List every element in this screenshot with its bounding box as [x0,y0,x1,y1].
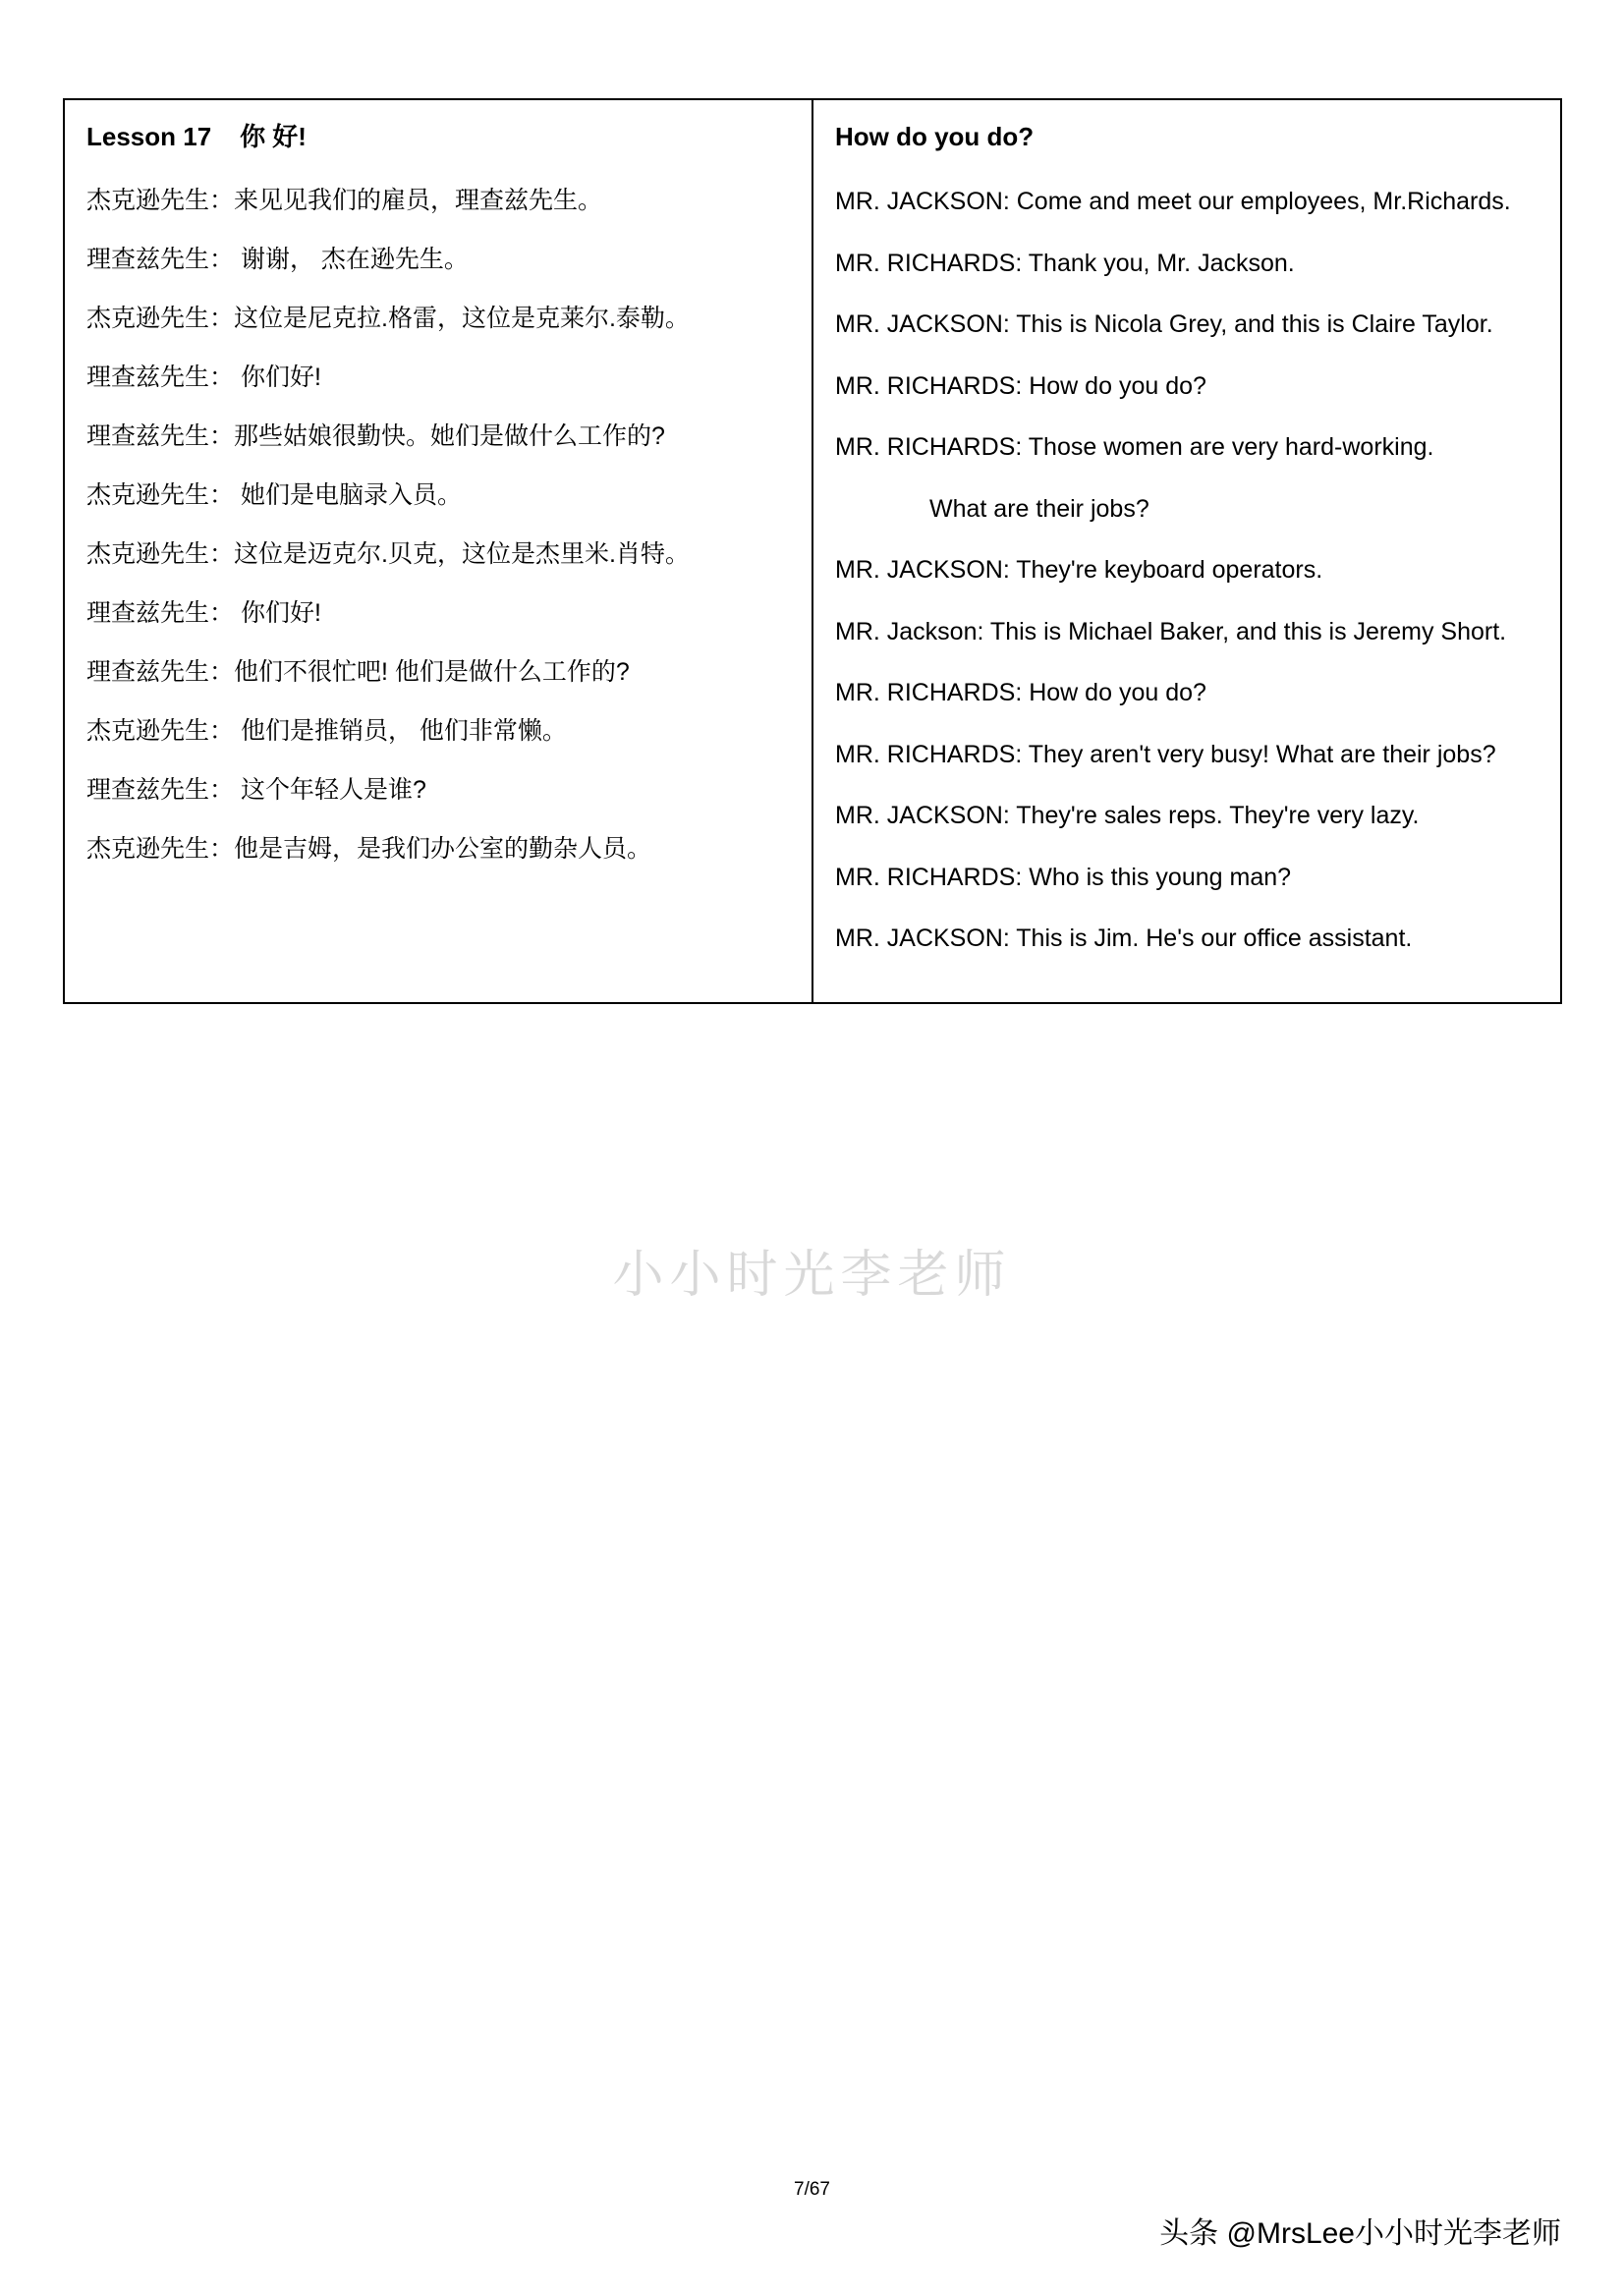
watermark-text: 小小时光李老师 [612,1247,1012,1304]
dialogue-line-en: MR. RICHARDS: Those women are very hard-working. [835,433,1434,461]
dialogue-line-cn: 杰克逊先生：他是吉姆，是我们办公室的勤杂人员。 [86,835,652,863]
footer-credit: 头条 @MrsLee小小时光李老师 [1159,2217,1561,2250]
dialogue-line-en: MR. RICHARDS: How do you do? [835,371,1206,400]
dialogue-line-en: MR. JACKSON: They're sales reps. They're very lazy. [835,802,1420,829]
dialogue-line-cn: 杰克逊先生：来见见我们的雇员，理查兹先生。 [86,187,603,214]
dialogue-line-cn: 理查兹先生： 你们好! [86,599,321,627]
table-cell-chinese [65,100,812,1002]
dialogue-line-en: MR. RICHARDS: They aren't very busy! What are their jobs? [835,740,1496,768]
lesson-title-chinese: Lesson 17 你 好! [86,122,307,151]
table-header-row [65,100,1560,1002]
dialogue-line-cn: 杰克逊先生： 她们是电脑录入员。 [86,481,462,509]
dialogue-line-cn: 杰克逊先生：这位是尼克拉.格雷，这位是克莱尔.泰勒。 [86,305,690,332]
page-number: 7/67 [794,2179,830,2200]
dialogue-line-cn: 理查兹先生： 这个年轻人是谁? [86,776,426,804]
lesson-title-english: How do you do? [835,122,1035,151]
dialogue-line-en: MR. RICHARDS: Thank you, Mr. Jackson. [835,249,1295,277]
dialogue-line-cn: 理查兹先生：他们不很忙吧! 他们是做什么工作的? [86,658,630,686]
table-cell-english [812,100,1560,1002]
dialogue-line-en: MR. RICHARDS: Who is this young man? [835,863,1292,891]
dialogue-line-cn: 杰克逊先生：这位是迈克尔.贝克，这位是杰里米.肖特。 [86,540,690,568]
lesson-table [65,100,1560,1002]
dialogue-line-en: MR. RICHARDS: How do you do? [835,679,1206,706]
lesson-table-container [63,98,1562,1004]
dialogue-line-en: MR. JACKSON: This is Nicola Grey, and this is Claire Taylor. [835,310,1493,338]
dialogue-line-en: MR. Jackson: This is Michael Baker, and this is Jeremy Short. [835,617,1507,645]
dialogue-line-en: MR. JACKSON: They're keyboard operators. [835,556,1323,584]
dialogue-line-cn: 理查兹先生：那些姑娘很勤快。她们是做什么工作的? [86,422,665,450]
dialogue-line-cn: 杰克逊先生： 他们是推销员， 他们非常懒。 [86,717,567,745]
dialogue-line-en: MR. JACKSON: Come and meet our employees, Mr.Richards. [835,188,1511,215]
dialogue-line-cn: 理查兹先生： 你们好! [86,364,321,391]
dialogue-line-en: What are their jobs? [929,494,1149,523]
dialogue-line-cn: 理查兹先生： 谢谢， 杰在逊先生。 [86,246,469,273]
dialogue-line-en: MR. JACKSON: This is Jim. He's our office assistant. [835,924,1413,952]
